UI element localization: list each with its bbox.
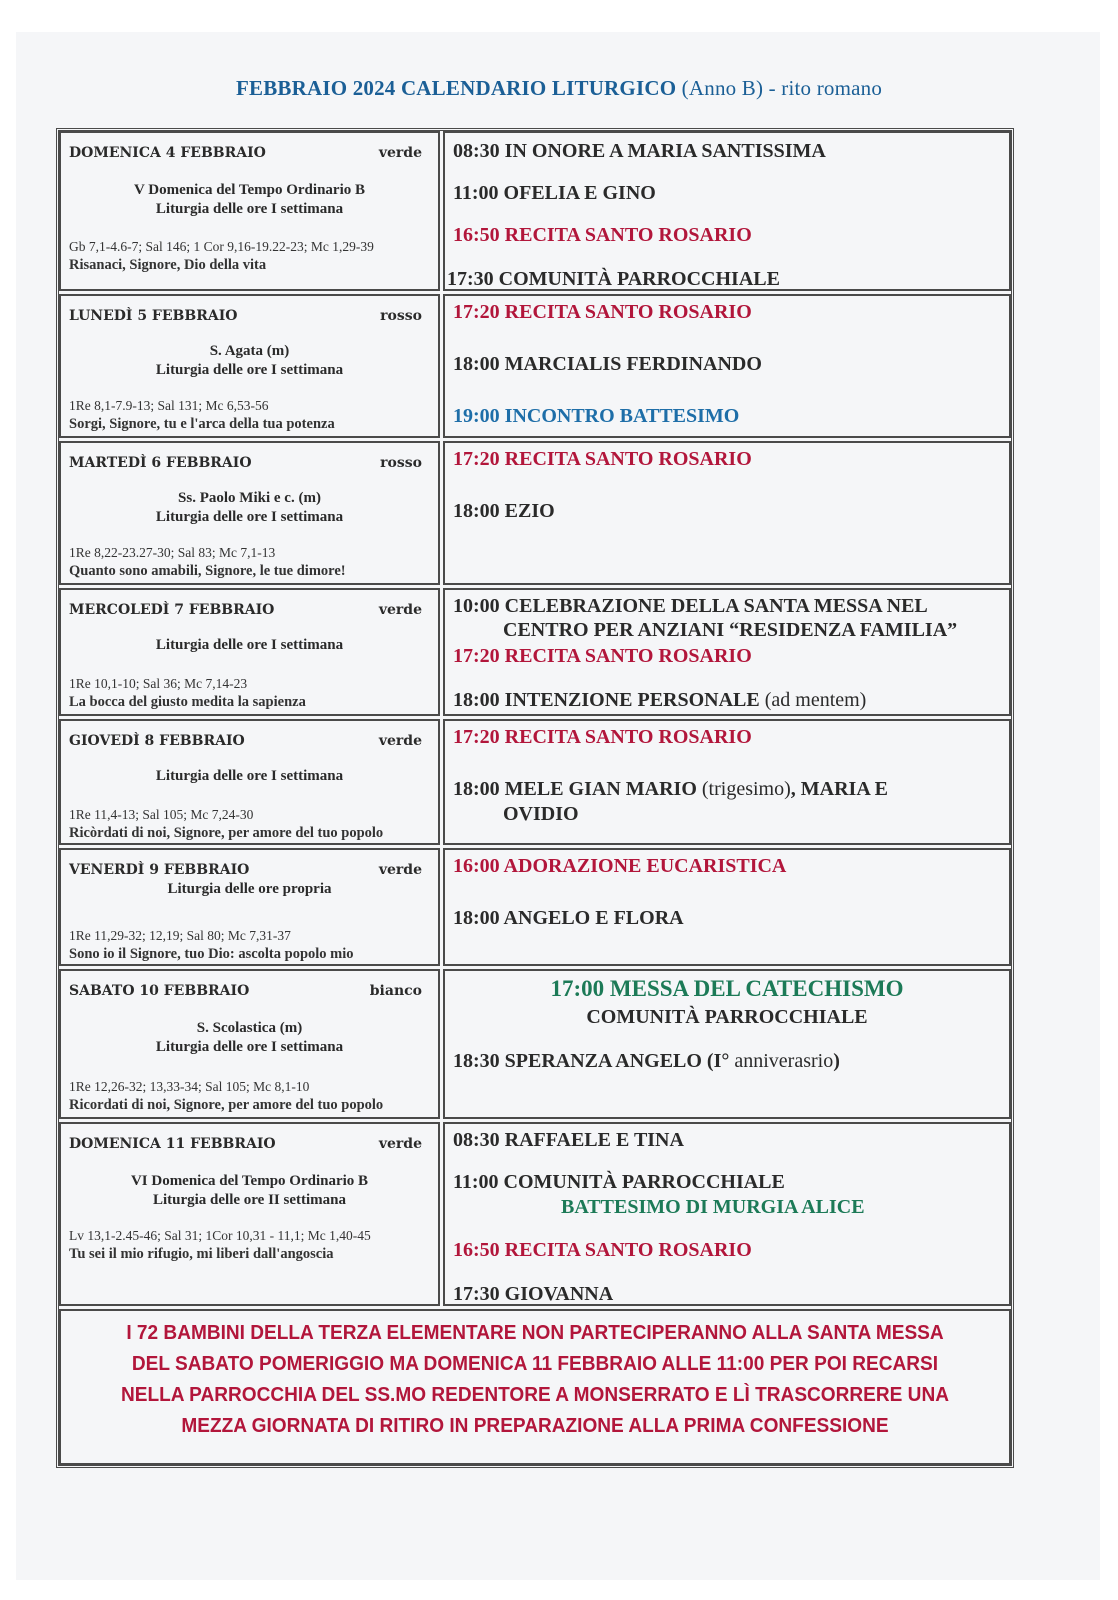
event-item: 16:50 RECITA SANTO ROSARIO xyxy=(453,1239,752,1261)
psalm-response: Ricòrdati di noi, Signore, per amore del tuo popolo xyxy=(69,825,384,841)
day-date: DOMENICA 11 FEBBRAIO xyxy=(69,1136,276,1152)
event-item: BATTESIMO DI MURGIA ALICE xyxy=(561,1196,865,1218)
title-main: FEBBRAIO 2024 CALENDARIO LITURGICO xyxy=(235,76,677,100)
calendar-table xyxy=(56,128,1014,1468)
events-cell xyxy=(443,969,1011,1119)
celebration-line: S. Agata (m) xyxy=(209,343,290,359)
event-item: COMUNITÀ PARROCCHIALE xyxy=(586,1006,868,1028)
celebration-line: Ss. Paolo Miki e c. (m) xyxy=(178,490,321,506)
events-cell xyxy=(443,1122,1011,1306)
readings: 1Re 8,1-7.9-13; Sal 131; Mc 6,53-56 xyxy=(69,398,269,413)
day-info-cell xyxy=(59,294,440,438)
psalm-response: Quanto sono amabili, Signore, le tue dimore! xyxy=(69,563,346,579)
day-info-cell xyxy=(59,131,440,291)
celebration-line: Liturgia delle ore I settimana xyxy=(155,1039,344,1055)
celebration-line: Liturgia delle ore I settimana xyxy=(155,362,344,378)
events-cell xyxy=(443,294,1011,438)
celebration-line: Liturgia delle ore I settimana xyxy=(155,637,344,653)
event-item: OVIDIO xyxy=(503,803,579,825)
day-date: VENERDÌ 9 FEBBRAIO xyxy=(69,862,250,878)
event-item: 11:00 OFELIA E GINO xyxy=(453,182,656,204)
day-info-cell xyxy=(59,969,440,1119)
readings: 1Re 8,22-23.27-30; Sal 83; Mc 7,1-13 xyxy=(69,545,276,560)
event-item: 17:20 RECITA SANTO ROSARIO xyxy=(453,726,752,748)
event-text: 18:30 SPERANZA ANGELO (I° xyxy=(453,1050,735,1072)
psalm-response: Ricordati di noi, Signore, per amore del tuo popolo xyxy=(69,1097,384,1113)
event-item: 16:50 RECITA SANTO ROSARIO xyxy=(453,224,752,246)
liturgical-color: bianco xyxy=(369,983,422,999)
day-date: DOMENICA 4 FEBBRAIO xyxy=(69,145,266,161)
event-item: 10:00 CELEBRAZIONE DELLA SANTA MESSA NEL xyxy=(453,595,928,617)
event-item: 18:00 EZIO xyxy=(453,500,555,522)
liturgical-color: verde xyxy=(378,733,422,749)
day-date: MARTEDÌ 6 FEBBRAIO xyxy=(69,455,252,471)
liturgical-color: verde xyxy=(378,145,422,161)
day-date: LUNEDÌ 5 FEBBRAIO xyxy=(69,308,238,324)
readings: 1Re 10,1-10; Sal 36; Mc 7,14-23 xyxy=(69,676,248,691)
event-text: 18:00 MELE GIAN MARIO xyxy=(453,778,697,800)
event-item: 16:00 ADORAZIONE EUCARISTICA xyxy=(453,855,787,877)
day-date: SABATO 10 FEBBRAIO xyxy=(69,983,250,999)
psalm-response: Tu sei il mio rifugio, mi liberi dall'angoscia xyxy=(69,1246,334,1262)
notice-line: NELLA PARROCCHIA DEL SS.MO REDENTORE A MONSERRATO E LÌ TRASCORRERE UNA xyxy=(121,1383,949,1406)
readings: 1Re 11,29-32; 12,19; Sal 80; Mc 7,31-37 xyxy=(69,928,291,943)
celebration-line: Liturgia delle ore I settimana xyxy=(155,509,344,525)
liturgical-color: verde xyxy=(378,602,422,618)
liturgical-color: rosso xyxy=(380,308,422,324)
celebration-line: Liturgia delle ore I settimana xyxy=(155,768,344,784)
event-item xyxy=(453,1049,1003,1073)
readings: 1Re 12,26-32; 13,33-34; Sal 105; Mc 8,1-10 xyxy=(69,1079,310,1094)
event-item: 08:30 RAFFAELE E TINA xyxy=(453,1129,684,1151)
event-item: 18:00 MARCIALIS FERDINANDO xyxy=(453,353,762,375)
celebration-line: Liturgia delle ore I settimana xyxy=(155,201,344,217)
day-info-cell xyxy=(59,1122,440,1306)
notice-line: MEZZA GIORNATA DI RITIRO IN PREPARAZIONE ALLA PRIMA CONFESSIONE xyxy=(181,1414,889,1437)
event-text: ) xyxy=(833,1050,840,1072)
day-info-cell xyxy=(59,588,440,716)
event-note: (trigesimo) xyxy=(696,778,791,800)
notice-line: I 72 BAMBINI DELLA TERZA ELEMENTARE NON PARTECIPERANNO ALLA SANTA MESSA xyxy=(126,1321,944,1344)
readings: Lv 13,1-2.45-46; Sal 31; 1Cor 10,31 - 11,1; Mc 1,40-45 xyxy=(69,1228,371,1243)
event-item: 18:00 ANGELO E FLORA xyxy=(453,907,684,929)
event-note: anniverasrio xyxy=(734,1050,834,1072)
event-item: 17:30 COMUNITÀ PARROCCHIALE xyxy=(447,268,780,290)
event-item: 17:20 RECITA SANTO ROSARIO xyxy=(453,301,752,323)
events-cell xyxy=(443,588,1011,716)
day-date: MERCOLEDÌ 7 FEBBRAIO xyxy=(69,602,275,618)
liturgical-color: rosso xyxy=(380,455,422,471)
notice-line: DEL SABATO POMERIGGIO MA DOMENICA 11 FEBBRAIO ALLE 11:00 PER POI RECARSI xyxy=(131,1352,939,1375)
event-item: 19:00 INCONTRO BATTESIMO xyxy=(453,405,740,427)
celebration-line: Liturgia delle ore II settimana xyxy=(152,1192,347,1208)
event-item: 17:20 RECITA SANTO ROSARIO xyxy=(453,448,752,470)
celebration-line: Liturgia delle ore propria xyxy=(167,881,332,897)
event-item xyxy=(453,688,1003,712)
page-title xyxy=(0,76,1118,101)
readings: Gb 7,1-4.6-7; Sal 146; 1 Cor 9,16-19.22-23; Mc 1,29-39 xyxy=(69,239,374,254)
liturgical-color: verde xyxy=(378,862,422,878)
liturgical-color: verde xyxy=(378,1136,422,1152)
events-cell xyxy=(443,131,1011,291)
event-item: 17:20 RECITA SANTO ROSARIO xyxy=(453,645,752,667)
event-item: 17:00 MESSA DEL CATECHISMO xyxy=(550,976,904,1001)
event-item: 17:30 GIOVANNA xyxy=(453,1283,614,1305)
celebration-line: S. Scolastica (m) xyxy=(196,1020,303,1036)
event-note: (ad mentem) xyxy=(759,689,867,711)
event-item: CENTRO PER ANZIANI “RESIDENZA FAMILIA” xyxy=(503,619,958,641)
notice-cell xyxy=(59,1309,1011,1465)
title-rest: (Anno B) - rito romano xyxy=(676,76,883,100)
celebration-line: VI Domenica del Tempo Ordinario B xyxy=(130,1173,369,1189)
psalm-response: La bocca del giusto medita la sapienza xyxy=(69,694,306,710)
psalm-response: Sono io il Signore, tuo Dio: ascolta popolo mio xyxy=(69,946,354,962)
day-date: GIOVEDÌ 8 FEBBRAIO xyxy=(69,733,245,749)
readings: 1Re 11,4-13; Sal 105; Mc 7,24-30 xyxy=(69,807,254,822)
event-item: 08:30 IN ONORE A MARIA SANTISSIMA xyxy=(453,140,826,162)
event-item: 11:00 COMUNITÀ PARROCCHIALE xyxy=(453,1171,785,1193)
day-info-cell xyxy=(59,719,440,845)
events-cell xyxy=(443,441,1011,585)
celebration-line: V Domenica del Tempo Ordinario B xyxy=(134,182,365,198)
day-info-cell xyxy=(59,441,440,585)
psalm-response: Risanaci, Signore, Dio della vita xyxy=(69,257,267,273)
psalm-response: Sorgi, Signore, tu e l'arca della tua potenza xyxy=(69,416,335,432)
event-text: 18:00 INTENZIONE PERSONALE xyxy=(453,689,760,711)
event-text: , MARIA E xyxy=(790,778,888,800)
events-cell xyxy=(443,848,1011,966)
day-info-cell xyxy=(59,848,440,966)
event-item xyxy=(453,777,1003,801)
events-cell xyxy=(443,719,1011,845)
